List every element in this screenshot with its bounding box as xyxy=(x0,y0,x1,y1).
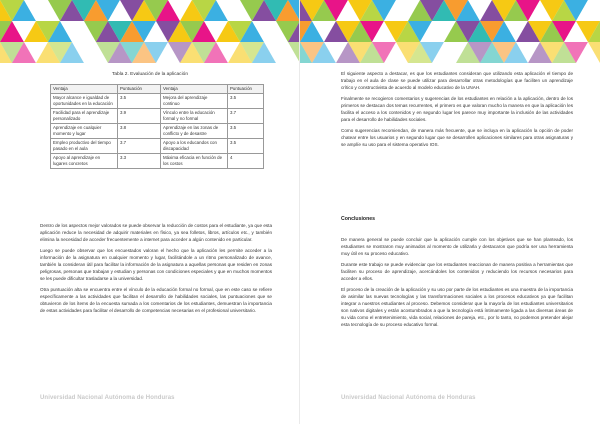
table-row xyxy=(51,124,264,139)
table-row xyxy=(51,139,264,154)
table-header-cell: Ventaja xyxy=(51,85,118,94)
paragraph: El siguiente aspecto a destacar, es que los estudiantes consideran que utilizando esta aplicación el tiempo de trabajo en el aula de clase se puede utilizar para desarrollar otras metodologías que faciliten un aprendizaje crítico y constructivista de acuerdo al modelo educativo de la UNAH. xyxy=(341,71,573,90)
table-row xyxy=(51,154,264,169)
evaluation-table xyxy=(50,84,264,169)
table-cell: 3.9 xyxy=(118,109,161,124)
left-body-text xyxy=(40,222,272,318)
paragraph: Finalmente se recogieron comentarios y sugerencias de los estudiantes en relación a la aplicación, dentro de los primeros se destacan dos temas recurrentes, el primero es que valoran mucho la manera en que la aplicación les facilita el acceso a los contenidos y en segundo lugar les parece muy importante la inclusión de las actividades para el desarrollo de habilidades sociales. xyxy=(341,96,573,122)
table-cell: Apoyo a los educandos con discapacidad xyxy=(161,139,228,154)
table-header-cell: Puntuación xyxy=(118,85,161,94)
table-header-cell: Ventaja xyxy=(161,85,228,94)
table-caption: Tabla 2. Evaluación de la aplicación xyxy=(111,72,188,77)
paragraph: Dentro de los aspectos mejor valorados se puede observar la reducción de costos para el estudiante, ya que esta aplicación reduce la necesidad de adquirir materiales en físico, ya sea folletos, libros, artículos etc., y también elimina la necesidad de acceder frecuentemente a internet para acceder a algún contenido en particular. xyxy=(40,223,272,242)
paragraph: Como sugerencias recomiendan, de manera más frecuente, que se incluya en la aplicación la opción de poder chatear entre los usuarios y en segundo lugar que se desarrollen aplicaciones similares para otras asignaturas y se amplíe su uso para el sistema operativo IOS. xyxy=(341,128,573,147)
conclusions-heading: Conclusiones xyxy=(341,216,376,222)
table-cell: 3.5 xyxy=(228,94,264,109)
paragraph: De manera general se puede concluir que la aplicación cumple con los objetivos que se han planteado, los estudiantes se mostraron muy animados al momento de utilizarla y destacaron que podría ser una herramienta muy útil en su proceso educativo. xyxy=(341,237,573,256)
table-cell: Vínculo entre la educación formal y no formal xyxy=(161,109,228,124)
table-cell: Aprendizaje en las zonas de conflicto y de desastre xyxy=(161,124,228,139)
table-cell: 4 xyxy=(228,154,264,169)
footer-university-name: Universidad Nacional Autónoma de Honduras xyxy=(341,395,476,401)
table-cell: 3.5 xyxy=(118,94,161,109)
table-cell: Apoyo al aprendizaje en lugares concretos xyxy=(51,154,118,169)
table-cell: Aprendizaje en cualquier momento y lugar xyxy=(51,124,118,139)
table-row xyxy=(51,109,264,124)
right-body-text xyxy=(341,70,573,152)
table-cell: 3.3 xyxy=(118,154,161,169)
decorative-triangle-banner xyxy=(300,0,600,70)
table-cell: 3.7 xyxy=(118,139,161,154)
table-cell: Máxima eficacia en función de los costos xyxy=(161,154,228,169)
paragraph: Durante este trabajo se puede evidenciar que los estudiantes reaccionan de manera positiva a herramientas que faciliten su proceso de aprendizaje, acercándoles los contenidos y reduciendo los recursos necesarios para acceder a ellos. xyxy=(341,262,573,281)
table-cell: 3.5 xyxy=(228,124,264,139)
table-header-row xyxy=(51,85,264,94)
paragraph: Otra puntuación alta se encuentra entre el vínculo de la educación formal no formal, que en este caso se refiere específicamente a las actividades que facilitan el desarrollo de habilidades sociales, las puntuaciones que se obtuvieron de los ítems de la encuesta sumada a los comentarios de los estudiantes, demuestran la importancia de estas actividades para facilitar el desarrollo de competencias necesarias en el profesional universitario. xyxy=(40,287,272,313)
table-row xyxy=(51,94,264,109)
conclusions-text xyxy=(341,236,573,332)
table-cell: 3.8 xyxy=(118,124,161,139)
paragraph: Luego se puede observar que los encuestados valoran el hecho que la aplicación les permite acceder a la información de la asignatura en cualquier momento y lugar, facilitándole a un ritmo personalizado de avance, también la consideran útil para facilitar la información de la asignatura a aquellas personas que residen en zonas peligrosas, personas que trabajan y estudian y personas con condiciones especiales y que en muchos momentos se les puede dificultar trasladarse a la universidad. xyxy=(40,248,272,281)
footer-university-name: Universidad Nacional Autónoma de Honduras xyxy=(40,395,175,401)
right-page xyxy=(300,0,600,424)
table-cell: Empleo productivo del tiempo pasado en el aula xyxy=(51,139,118,154)
paragraph: El proceso de la creación de la aplicación y su uso por parte de los estudiantes es una muestra de la importancia de asimilar las nuevas tecnologías y las transformaciones sociales a los procesos educativos ya que facilitan integrar a nuestros estudiantes al proceso. Debemos considerar que la mayoría de los estudiantes universitarios son nativos digitales y están acostumbrados a que la tecnología está íntimamente ligada a las diversas áreas de su vida como el entretenimiento, vida social, relaciones de pareja, etc., por lo tanto, no podemos pretender alejar esta tecnología de su proceso educativo formal. xyxy=(341,287,573,327)
table-cell: Facilidad para el aprendizaje personalizado xyxy=(51,109,118,124)
decorative-triangle-banner xyxy=(0,0,300,70)
table-cell: Mayor alcance e igualdad de oportunidades en la educación xyxy=(51,94,118,109)
table-cell: Mejora del aprendizaje continuo xyxy=(161,94,228,109)
table-cell: 3.5 xyxy=(228,139,264,154)
table-header-cell: Puntuación xyxy=(228,85,264,94)
table-cell: 3.7 xyxy=(228,109,264,124)
